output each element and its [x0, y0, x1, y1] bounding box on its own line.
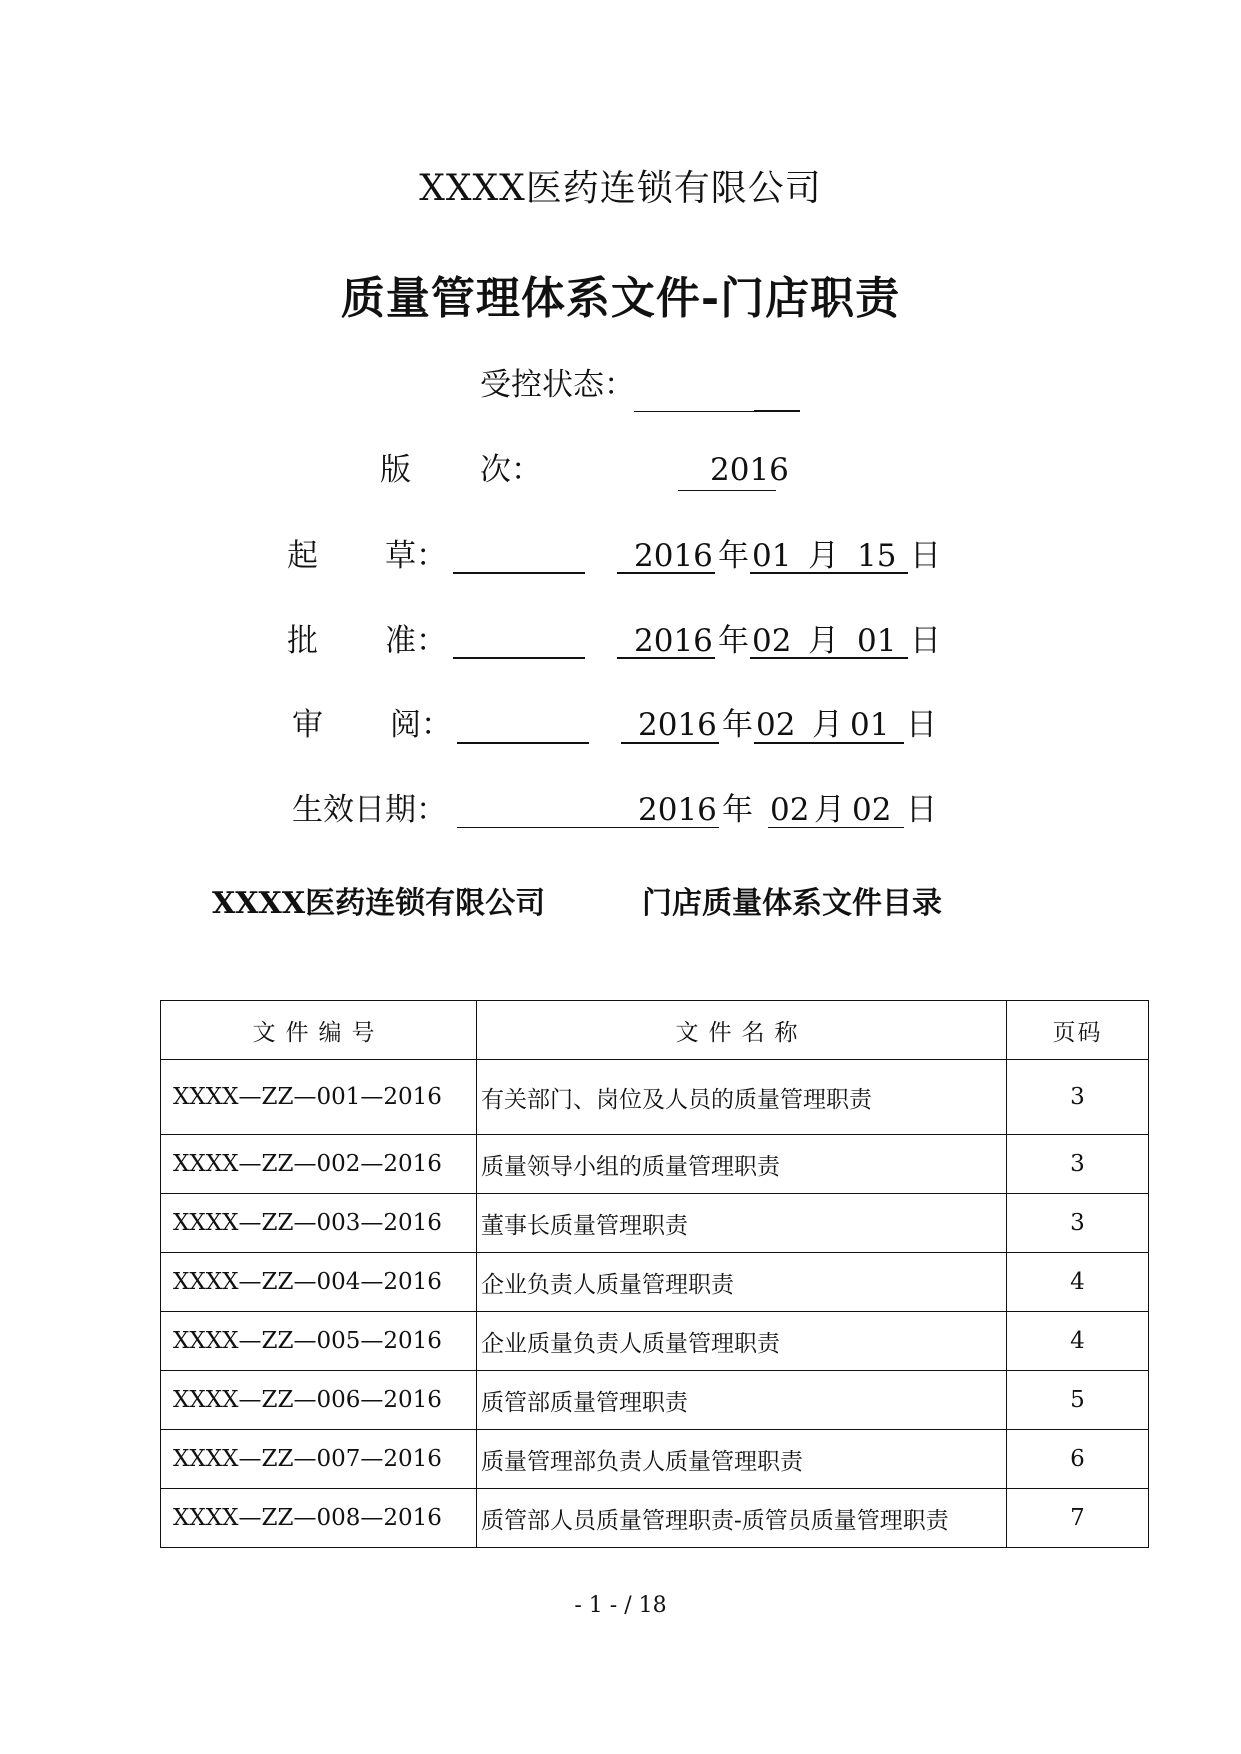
approve-day-unit: 日	[910, 623, 941, 659]
approve-year: 2016	[634, 623, 713, 659]
page-number-cell: 4	[1007, 1253, 1149, 1312]
section-company-name: XXXX医药连锁有限公司	[212, 886, 546, 921]
review-day-unit: 日	[906, 707, 937, 743]
draft-month: 01	[752, 538, 792, 574]
effective-date-label: 生效日期：	[292, 792, 447, 828]
draft-day-unit: 日	[910, 538, 941, 574]
review-label-part1: 审	[292, 707, 323, 743]
draft-day: 15	[857, 538, 897, 574]
effective-year: 2016	[638, 792, 717, 828]
draft-label-part1: 起	[287, 538, 318, 574]
review-date-underline	[754, 742, 904, 744]
draft-year-unit: 年	[718, 538, 749, 574]
company-name-header: XXXX医药连锁有限公司	[419, 168, 822, 209]
file-name-cell: 企业质量负责人质量管理职责	[477, 1312, 1007, 1371]
approve-year-underline	[617, 657, 715, 659]
file-name-cell: 有关部门、岗位及人员的质量管理职责	[477, 1060, 1007, 1135]
file-code-cell: XXXX—ZZ—007—2016	[161, 1430, 477, 1489]
effective-day-unit: 日	[906, 792, 937, 828]
effective-month: 02	[770, 792, 810, 828]
table-row	[161, 1060, 1149, 1135]
file-name-cell: 质管部人员质量管理职责-质管员质量管理职责	[477, 1489, 1007, 1548]
table-header-row	[161, 1001, 1149, 1060]
file-code-cell: XXXX—ZZ—002—2016	[161, 1135, 477, 1194]
edition-underline	[678, 490, 776, 491]
page-number-cell: 4	[1007, 1312, 1149, 1371]
review-year-unit: 年	[722, 707, 753, 743]
effective-year-unit: 年	[722, 792, 753, 828]
file-code-cell: XXXX—ZZ—001—2016	[161, 1060, 477, 1135]
table-row	[161, 1312, 1149, 1371]
page-footer-number: - 1 - / 18	[574, 1593, 667, 1618]
approve-month-unit: 月	[808, 623, 839, 659]
catalog-title: 门店质量体系文件目录	[642, 886, 942, 921]
page-number-cell: 3	[1007, 1194, 1149, 1253]
approve-label-part2: 准：	[385, 623, 447, 659]
document-title: 质量管理体系文件-门店职责	[340, 273, 901, 324]
file-code-cell: XXXX—ZZ—006—2016	[161, 1371, 477, 1430]
page-number-cell: 5	[1007, 1371, 1149, 1430]
file-code-cell: XXXX—ZZ—004—2016	[161, 1253, 477, 1312]
approve-day: 01	[857, 623, 897, 659]
review-year-underline	[621, 742, 719, 744]
page-number-cell: 3	[1007, 1135, 1149, 1194]
effective-month-day-underline	[768, 827, 904, 828]
table-row	[161, 1430, 1149, 1489]
effective-day: 02	[852, 792, 892, 828]
file-name-cell: 企业负责人质量管理职责	[477, 1253, 1007, 1312]
draft-month-unit: 月	[808, 538, 839, 574]
edition-label-part2: 次：	[480, 452, 542, 488]
control-status-blank-thin	[634, 411, 754, 412]
document-index-table	[160, 1000, 1149, 1548]
draft-year-underline	[617, 572, 715, 574]
approve-label-part1: 批	[287, 623, 318, 659]
review-month: 02	[756, 707, 796, 743]
review-day: 01	[850, 707, 890, 743]
draft-signature-blank	[453, 572, 585, 574]
page-number-cell: 3	[1007, 1060, 1149, 1135]
review-month-unit: 月	[812, 707, 843, 743]
review-year: 2016	[638, 707, 717, 743]
page-number-cell: 6	[1007, 1430, 1149, 1489]
edition-value: 2016	[710, 452, 789, 488]
draft-date-underline	[750, 572, 908, 574]
approve-month: 02	[752, 623, 792, 659]
table-row	[161, 1489, 1149, 1548]
column-header-code: 文件编号	[161, 1001, 477, 1060]
file-code-cell: XXXX—ZZ—003—2016	[161, 1194, 477, 1253]
table-row	[161, 1194, 1149, 1253]
approve-year-unit: 年	[718, 623, 749, 659]
review-signature-blank	[457, 742, 589, 744]
table-row	[161, 1253, 1149, 1312]
control-status-blank-thick	[754, 410, 800, 412]
file-name-cell: 质管部质量管理职责	[477, 1371, 1007, 1430]
effective-month-unit: 月	[814, 792, 845, 828]
table-row	[161, 1135, 1149, 1194]
draft-label-part2: 草：	[385, 538, 447, 574]
column-header-page: 页码	[1007, 1001, 1149, 1060]
column-header-name: 文件名称	[477, 1001, 1007, 1060]
page-number-cell: 7	[1007, 1489, 1149, 1548]
file-code-cell: XXXX—ZZ—008—2016	[161, 1489, 477, 1548]
review-label-part2: 阅：	[390, 707, 452, 743]
approve-date-underline	[750, 657, 908, 659]
approve-signature-blank	[453, 657, 585, 659]
file-name-cell: 质量管理部负责人质量管理职责	[477, 1430, 1007, 1489]
file-name-cell: 质量领导小组的质量管理职责	[477, 1135, 1007, 1194]
table-row	[161, 1371, 1149, 1430]
file-name-cell: 董事长质量管理职责	[477, 1194, 1007, 1253]
control-status-label: 受控状态：	[480, 367, 635, 403]
draft-year: 2016	[634, 538, 713, 574]
file-code-cell: XXXX—ZZ—005—2016	[161, 1312, 477, 1371]
edition-label-part1: 版	[380, 452, 411, 488]
